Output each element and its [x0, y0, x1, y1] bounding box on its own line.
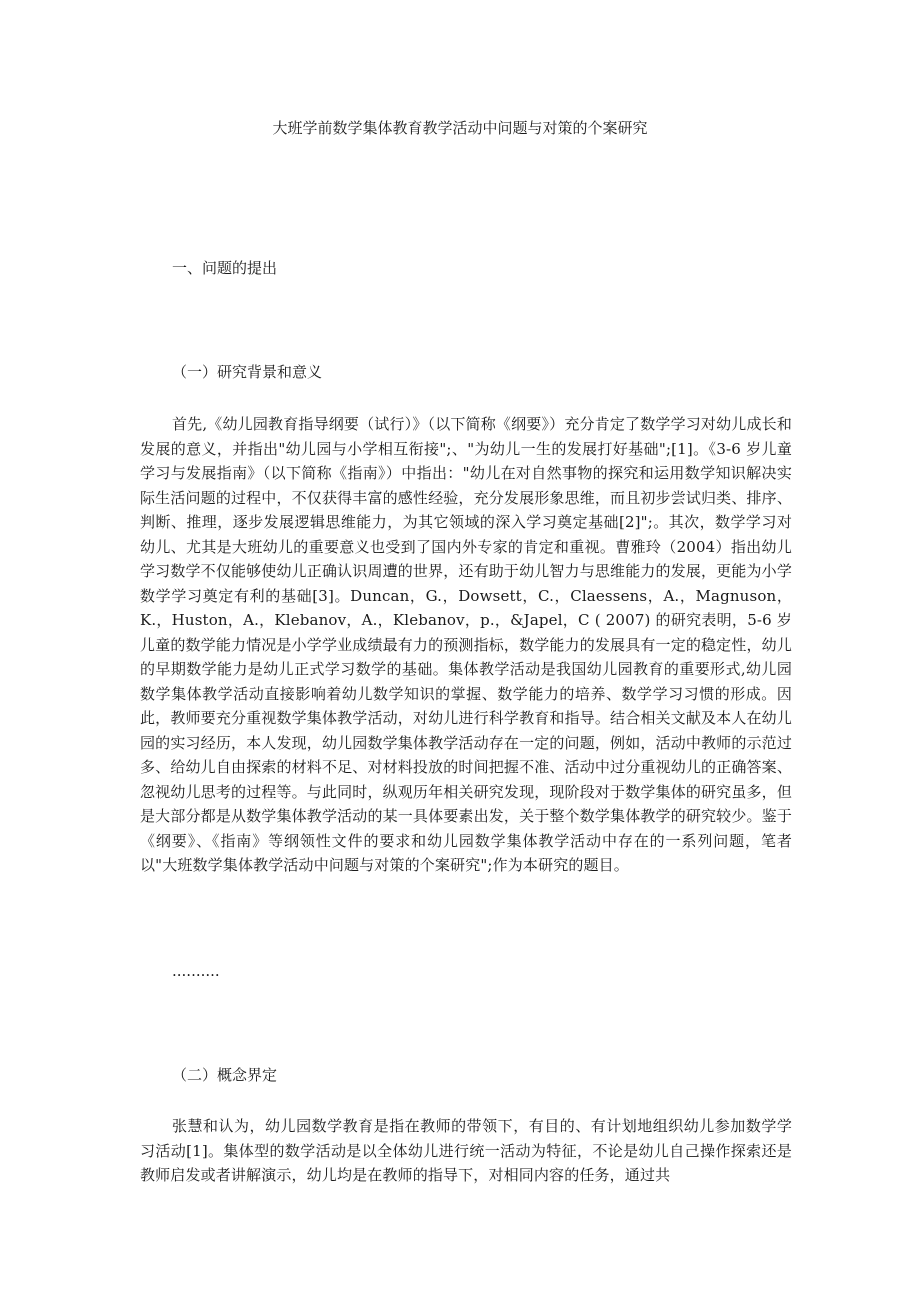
paragraph-background: 首先,《幼儿园教育指导纲要（试行）》（以下简称《纲要》）充分肯定了数学学习对幼儿成长和发展的意义，并指出"幼儿园与小学相互衔接";、"为幼儿一生的发展打好基础";[1]。《3-6 岁儿童学习与发展指南》（以下简称《指南》）中指出："幼儿在对自然事物的探究和运用数学知识解决实际生活问题的过程中，不仅获得丰富的感性经验，充分发展形象思维，而且初步尝试归类、排序、判断、推理，逐步发展逻辑思维能力，为其它领域的深入学习奠定基础[2]";。其次，数学学习对幼儿、尤其是大班幼儿的重要意义也受到了国内外专家的肯定和重视。曹雅玲（2004）指出幼儿学习数学不仅能够使幼儿正确认识周遭的世界，还有助于幼儿智力与思维能力的发展，更能为小学数学学习奠定有利的基础[3]。Duncan，G.，Dowsett，C.，Claessens，A.，Magnuson，K.，Huston，A.，Klebanov，A.，Klebanov，p.，&Japel，C ( 2007) 的研究表明，5-6 岁儿童的数学能力情况是小学学业成绩最有力的预测指标，数学能力的发展具有一定的稳定性，幼儿的早期数学能力是幼儿正式学习数学的基础。集体教学活动是我国幼儿园教育的重要形式,幼儿园数学集体教学活动直接影响着幼儿数学知识的掌握、数学能力的培养、数学学习习惯的形成。因此，教师要充分重视数学集体教学活动，对幼儿进行科学教育和指导。结合相关文献及本人在幼儿园的实习经历，本人发现，幼儿园数学集体教学活动存在一定的问题，例如，活动中教师的示范过多、给幼儿自由探索的材料不足、对材料投放的时间把握不准、活动中过分重视幼儿的正确答案、忽视幼儿思考的过程等。与此同时，纵观历年相关研究发现，现阶段对于数学集体的研究虽多，但是大部分都是从数学集体教学活动的某一具体要素出发，关于整个数学集体教学的研究较少。鉴于《纲要》、《指南》等纲领性文件的要求和幼儿园数学集体教学活动中存在的一系列问题，笔者以"大班数学集体教学活动中问题与对策的个案研究";作为本研究的题目。 [140, 415, 792, 874]
paragraph-concept-definition: 张慧和认为，幼儿园数学教育是指在教师的带领下，有目的、有计划地组织幼儿参加数学学习活动[1]。集体型的数学活动是以全体幼儿进行统一活动为特征，不论是幼儿自己操作探索还是教师启发或者讲解演示，幼儿均是在教师的指导下，对相同内容的任务，通过共 [140, 1117, 792, 1184]
subsection-heading-background: （一）研究背景和意义 [172, 363, 323, 381]
omission-ellipsis: .......... [172, 962, 220, 980]
section-heading-problem-statement: 一、问题的提出 [172, 259, 278, 277]
document-title: 大班学前数学集体教育教学活动中问题与对策的个案研究 [272, 119, 648, 137]
subsection-heading-concept-definition: （二）概念界定 [172, 1066, 278, 1084]
